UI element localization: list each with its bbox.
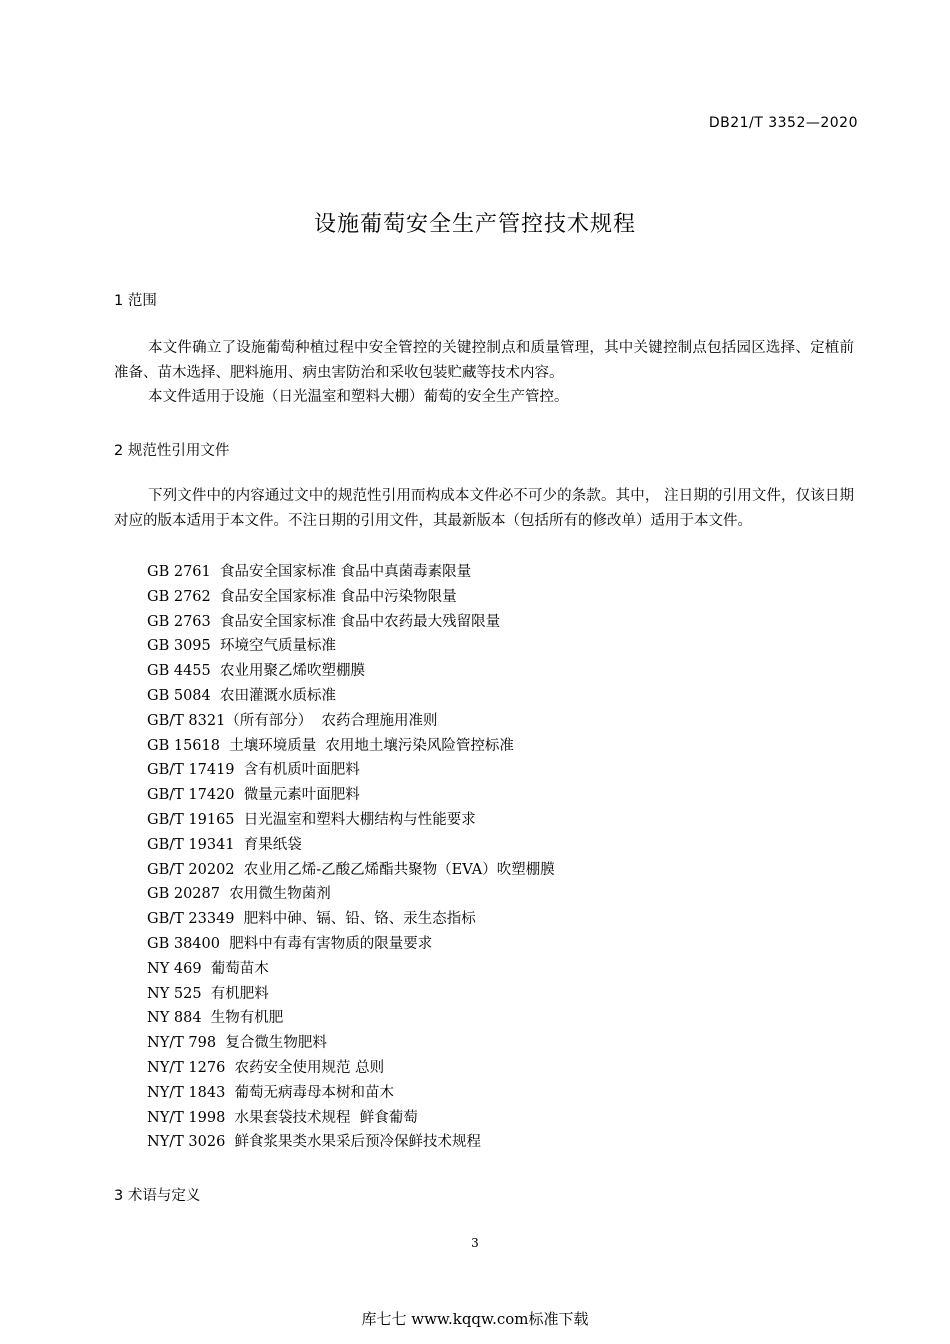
reference-item bbox=[147, 858, 555, 883]
reference-code: GB/T 23349 bbox=[147, 911, 235, 928]
reference-item bbox=[147, 957, 555, 982]
reference-item bbox=[147, 610, 555, 635]
reference-item bbox=[147, 734, 555, 759]
reference-name: 水果套袋技术规程 鲜食葡萄 bbox=[234, 1109, 418, 1126]
reference-name: 肥料中砷、镉、铅、铬、汞生态指标 bbox=[243, 911, 476, 928]
document-title: 设施葡萄安全生产管控技术规程 bbox=[313, 212, 636, 237]
reference-item bbox=[147, 1081, 555, 1106]
reference-name: 食品安全国家标准 食品中农药最大残留限量 bbox=[219, 613, 501, 630]
reference-item bbox=[147, 882, 555, 907]
reference-item bbox=[147, 783, 555, 808]
reference-code: GB 4455 bbox=[147, 663, 211, 680]
reference-code: GB 2763 bbox=[147, 613, 211, 630]
reference-item bbox=[147, 659, 555, 684]
reference-name: 环境空气质量标准 bbox=[219, 638, 336, 655]
reference-code: NY/T 1998 bbox=[147, 1109, 226, 1126]
reference-item bbox=[147, 684, 555, 709]
reference-name: 葡萄无病毒母本树和苗木 bbox=[234, 1084, 395, 1101]
reference-code: GB/T 17419 bbox=[147, 762, 235, 779]
reference-item bbox=[147, 932, 555, 957]
reference-list bbox=[147, 560, 555, 1155]
reference-code: GB 20287 bbox=[147, 886, 220, 903]
reference-item bbox=[147, 758, 555, 783]
reference-code: GB/T 17420 bbox=[147, 787, 235, 804]
page-number: 3 bbox=[471, 1236, 479, 1250]
reference-item bbox=[147, 634, 555, 659]
reference-name: 农用微生物菌剂 bbox=[229, 886, 331, 903]
reference-name: 鲜食浆果类水果采后预冷保鲜技术规程 bbox=[234, 1134, 482, 1151]
reference-code: GB/T 8321（所有部分） bbox=[147, 712, 313, 729]
reference-item bbox=[147, 1106, 555, 1131]
reference-code: NY/T 3026 bbox=[147, 1134, 226, 1151]
standard-code: DB21/T 3352—2020 bbox=[708, 115, 858, 131]
reference-item bbox=[147, 1031, 555, 1056]
reference-code: GB/T 19341 bbox=[147, 836, 235, 853]
section-heading-scope: 1 范围 bbox=[114, 293, 157, 309]
reference-name: 日光温室和塑料大棚结构与性能要求 bbox=[243, 811, 476, 828]
scope-paragraph-2: 本文件适用于设施（日光温室和塑料大棚）葡萄的安全生产管控。 bbox=[148, 389, 569, 405]
reference-item bbox=[147, 585, 555, 610]
reference-code: NY 469 bbox=[147, 960, 202, 977]
reference-item bbox=[147, 907, 555, 932]
reference-item bbox=[147, 709, 555, 734]
reference-item bbox=[147, 1130, 555, 1155]
reference-code: GB 2762 bbox=[147, 588, 211, 605]
footer-watermark: 库七七 www.kqqw.com标准下载 bbox=[361, 1310, 589, 1328]
reference-code: GB 38400 bbox=[147, 935, 220, 952]
reference-name: 农田灌溉水质标准 bbox=[219, 687, 336, 704]
reference-code: NY/T 798 bbox=[147, 1035, 217, 1052]
section-heading-normative: 2 规范性引用文件 bbox=[114, 443, 230, 459]
reference-name: 土壤环境质量 农用地土壤污染风险管控标准 bbox=[229, 737, 514, 754]
scope-paragraph-1: 本文件确立了设施葡萄种植过程中安全管控的关键控制点和质量管理，其中关键控制点包括园区选择、定植前准备、苗木选择、肥料施用、病虫害防治和采收包装贮藏等技术内容。 bbox=[114, 340, 854, 381]
reference-name: 食品安全国家标准 食品中污染物限量 bbox=[219, 588, 457, 605]
reference-name: 农药安全使用规范 总则 bbox=[234, 1059, 385, 1076]
reference-code: NY/T 1843 bbox=[147, 1084, 226, 1101]
reference-name: 有机肥料 bbox=[210, 985, 269, 1002]
reference-code: NY 884 bbox=[147, 1010, 202, 1027]
reference-code: GB 2761 bbox=[147, 564, 211, 580]
reference-code: GB/T 19165 bbox=[147, 811, 235, 828]
reference-name: 含有机质叶面肥料 bbox=[243, 762, 360, 779]
reference-code: NY/T 1276 bbox=[147, 1059, 226, 1076]
reference-item bbox=[147, 833, 555, 858]
reference-name: 农药合理施用准则 bbox=[321, 712, 438, 729]
reference-code: GB/T 20202 bbox=[147, 861, 235, 878]
reference-name: 农业用聚乙烯吹塑棚膜 bbox=[219, 663, 365, 680]
reference-name: 葡萄苗木 bbox=[210, 960, 269, 977]
reference-name: 微量元素叶面肥料 bbox=[243, 787, 360, 804]
reference-code: GB 15618 bbox=[147, 737, 220, 754]
reference-code: NY 525 bbox=[147, 985, 202, 1002]
reference-code: GB 5084 bbox=[147, 687, 211, 704]
reference-item bbox=[147, 808, 555, 833]
reference-code: GB 3095 bbox=[147, 638, 211, 655]
section-heading-terms: 3 术语与定义 bbox=[114, 1188, 201, 1204]
normative-intro: 下列文件中的内容通过文中的规范性引用而构成本文件必不可少的条款。其中， 注日期的引用文件，仅该日期对应的版本适用于本文件。不注日期的引用文件，其最新版本（包括所有的修改单）适用于本文件。 bbox=[114, 488, 854, 529]
reference-name: 复合微生物肥料 bbox=[225, 1035, 327, 1052]
reference-name: 农业用乙烯-乙酸乙烯酯共聚物（EVA）吹塑棚膜 bbox=[243, 861, 555, 878]
reference-name: 食品安全国家标准 食品中真菌毒素限量 bbox=[219, 564, 472, 580]
reference-name: 育果纸袋 bbox=[243, 836, 302, 853]
reference-name: 生物有机肥 bbox=[210, 1010, 284, 1027]
reference-item bbox=[147, 560, 555, 585]
reference-item bbox=[147, 1006, 555, 1031]
reference-item bbox=[147, 1056, 555, 1081]
reference-item bbox=[147, 982, 555, 1007]
reference-name: 肥料中有毒有害物质的限量要求 bbox=[229, 935, 433, 952]
